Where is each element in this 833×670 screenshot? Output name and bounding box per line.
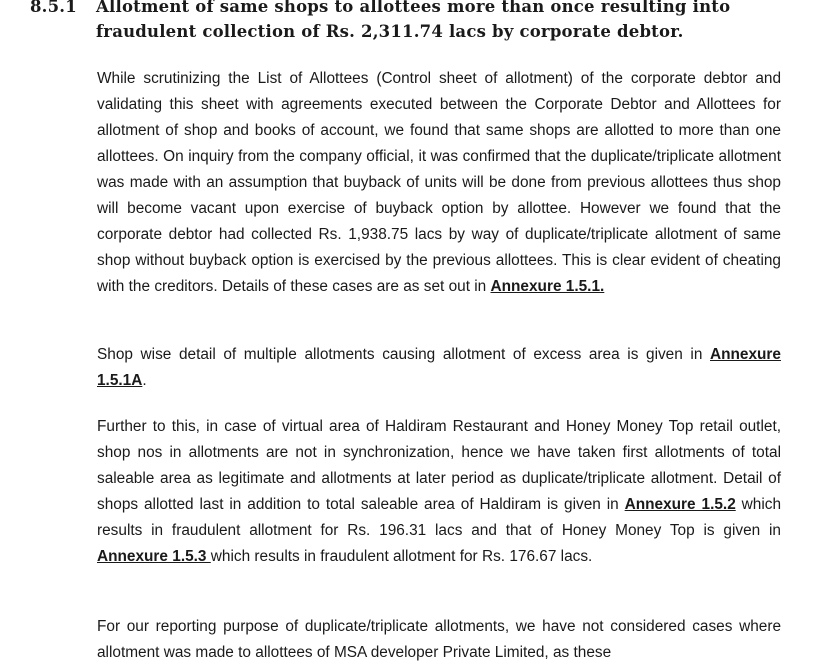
paragraph-text: For our reporting purpose of duplicate/triplicate allotments, we have not considered cases where allotment was made to allottees of MSA developer Private Limited, as these <box>97 618 781 661</box>
annexure-link-1-5-1a[interactable]: Annexure 1.5.1A <box>97 346 781 389</box>
annexure-link-1-5-3[interactable]: Annexure 1.5.3 <box>97 548 211 565</box>
paragraph-text: . <box>142 372 147 389</box>
section-title: Allotment of same shops to allottees more than once resulting into fraudulent collection of Rs. 2,311.74 lacs by corporate debtor. <box>96 0 731 41</box>
paragraph-text: which results in fraudulent allotment for Rs. 176.67 lacs. <box>210 548 593 565</box>
annexure-link-1-5-1[interactable]: Annexure 1.5.1. <box>490 278 605 295</box>
section-number: 8.5.1 <box>30 0 77 16</box>
paragraph-text: Further to this, in case of virtual area of Haldiram Restaurant and Honey Money Top retail outlet, shop nos in allotments are not in synchronization, hence we have taken first allotments of total saleable area as legitimate and allotments at later period as duplicate/triplicate allotment. Detail of shops allotted last in addition to total saleable area of Haldiram is given in <box>97 418 781 513</box>
paragraph-virtual-area <box>97 414 781 570</box>
annexure-link-1-5-2[interactable]: Annexure 1.5.2 <box>624 496 736 513</box>
paragraph-text: which results in fraudulent allotment for Rs. 196.31 lacs and that of Honey Money Top is given in <box>97 496 782 539</box>
paragraph-text: Shop wise detail of multiple allotments causing allotment of excess area is given in <box>97 346 710 363</box>
paragraph-text: While scrutinizing the List of Allottees (Control sheet of allotment) of the corporate debtor and validating this sheet with agreements executed between the Corporate Debtor and Allottees for allotment of shop and books of account, we found that same shops are allotted to more than one allottees. On inquiry from the company official, it was confirmed that the duplicate/triplicate allotment was made with an assumption that buyback of units will be done from previous allottees thus shop will become vacant upon exercise of buyback option by allottee. However we found that the corporate debtor had collected Rs. 1,938.75 lacs by way of duplicate/triplicate allotment of same shop without buyback option is exercised by the previous allottees. This is clear evident of cheating with the creditors. Details of these cases are as set out in <box>97 70 781 295</box>
paragraph-duplicate-allotment <box>97 66 781 300</box>
paragraph-excess-area <box>97 342 781 394</box>
paragraph-reporting-purpose <box>97 614 781 666</box>
